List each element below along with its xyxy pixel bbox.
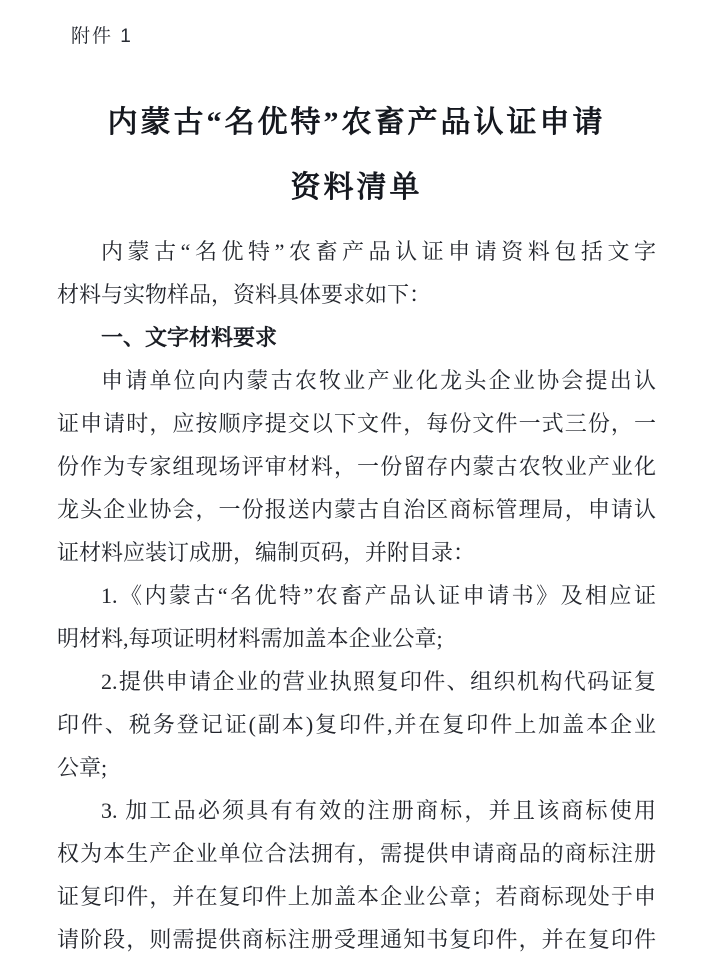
text-line: 份作为专家组现场评审材料，一份留存内蒙古农牧业产业化 (57, 454, 656, 479)
text-line: 证申请时，应按顺序提交以下文件，每份文件一式三份，一 (57, 411, 656, 436)
document-title-line-2: 资料清单 (290, 171, 423, 204)
text-line: 明材料,每项证明材料需加盖本企业公章; (57, 626, 443, 651)
text-line: 请阶段，则需提供商标注册受理通知书复印件，并在复印件 (57, 927, 656, 952)
text-line: 印件、税务登记证(副本)复印件,并在复印件上加盖本企业 (57, 712, 656, 737)
text-line: 1.《内蒙古“名优特”农畜产品认证申请书》及相应证 (101, 583, 656, 608)
text-line: 内蒙古“名优特”农畜产品认证申请资料包括文字 (101, 239, 656, 264)
text-line: 申请单位向内蒙古农牧业产业化龙头企业协会提出认 (101, 368, 656, 393)
text-line: 材料与实物样品，资料具体要求如下： (57, 282, 432, 307)
document-body (57, 230, 656, 953)
section-heading-line: 一、文字材料要求 (101, 325, 278, 350)
text-line: 公章; (57, 755, 108, 780)
attachment-label: 附件 1 (71, 26, 133, 47)
text-line: 龙头企业协会，一份报送内蒙古自治区商标管理局，申请认 (57, 497, 656, 522)
text-line: 证复印件，并在复印件上加盖本企业公章；若商标现处于申 (57, 884, 656, 909)
document-title (0, 90, 713, 220)
text-line: 2.提供申请企业的营业执照复印件、组织机构代码证复 (101, 669, 656, 694)
text-line: 证材料应装订成册，编制页码，并附目录： (57, 540, 476, 565)
document-title-line-1: 内蒙古“名优特”农畜产品认证申请 (107, 106, 606, 139)
text-line: 权为本生产企业单位合法拥有，需提供申请商品的商标注册 (57, 841, 656, 866)
text-line: 3. 加工品必须具有有效的注册商标，并且该商标使用 (101, 798, 656, 823)
